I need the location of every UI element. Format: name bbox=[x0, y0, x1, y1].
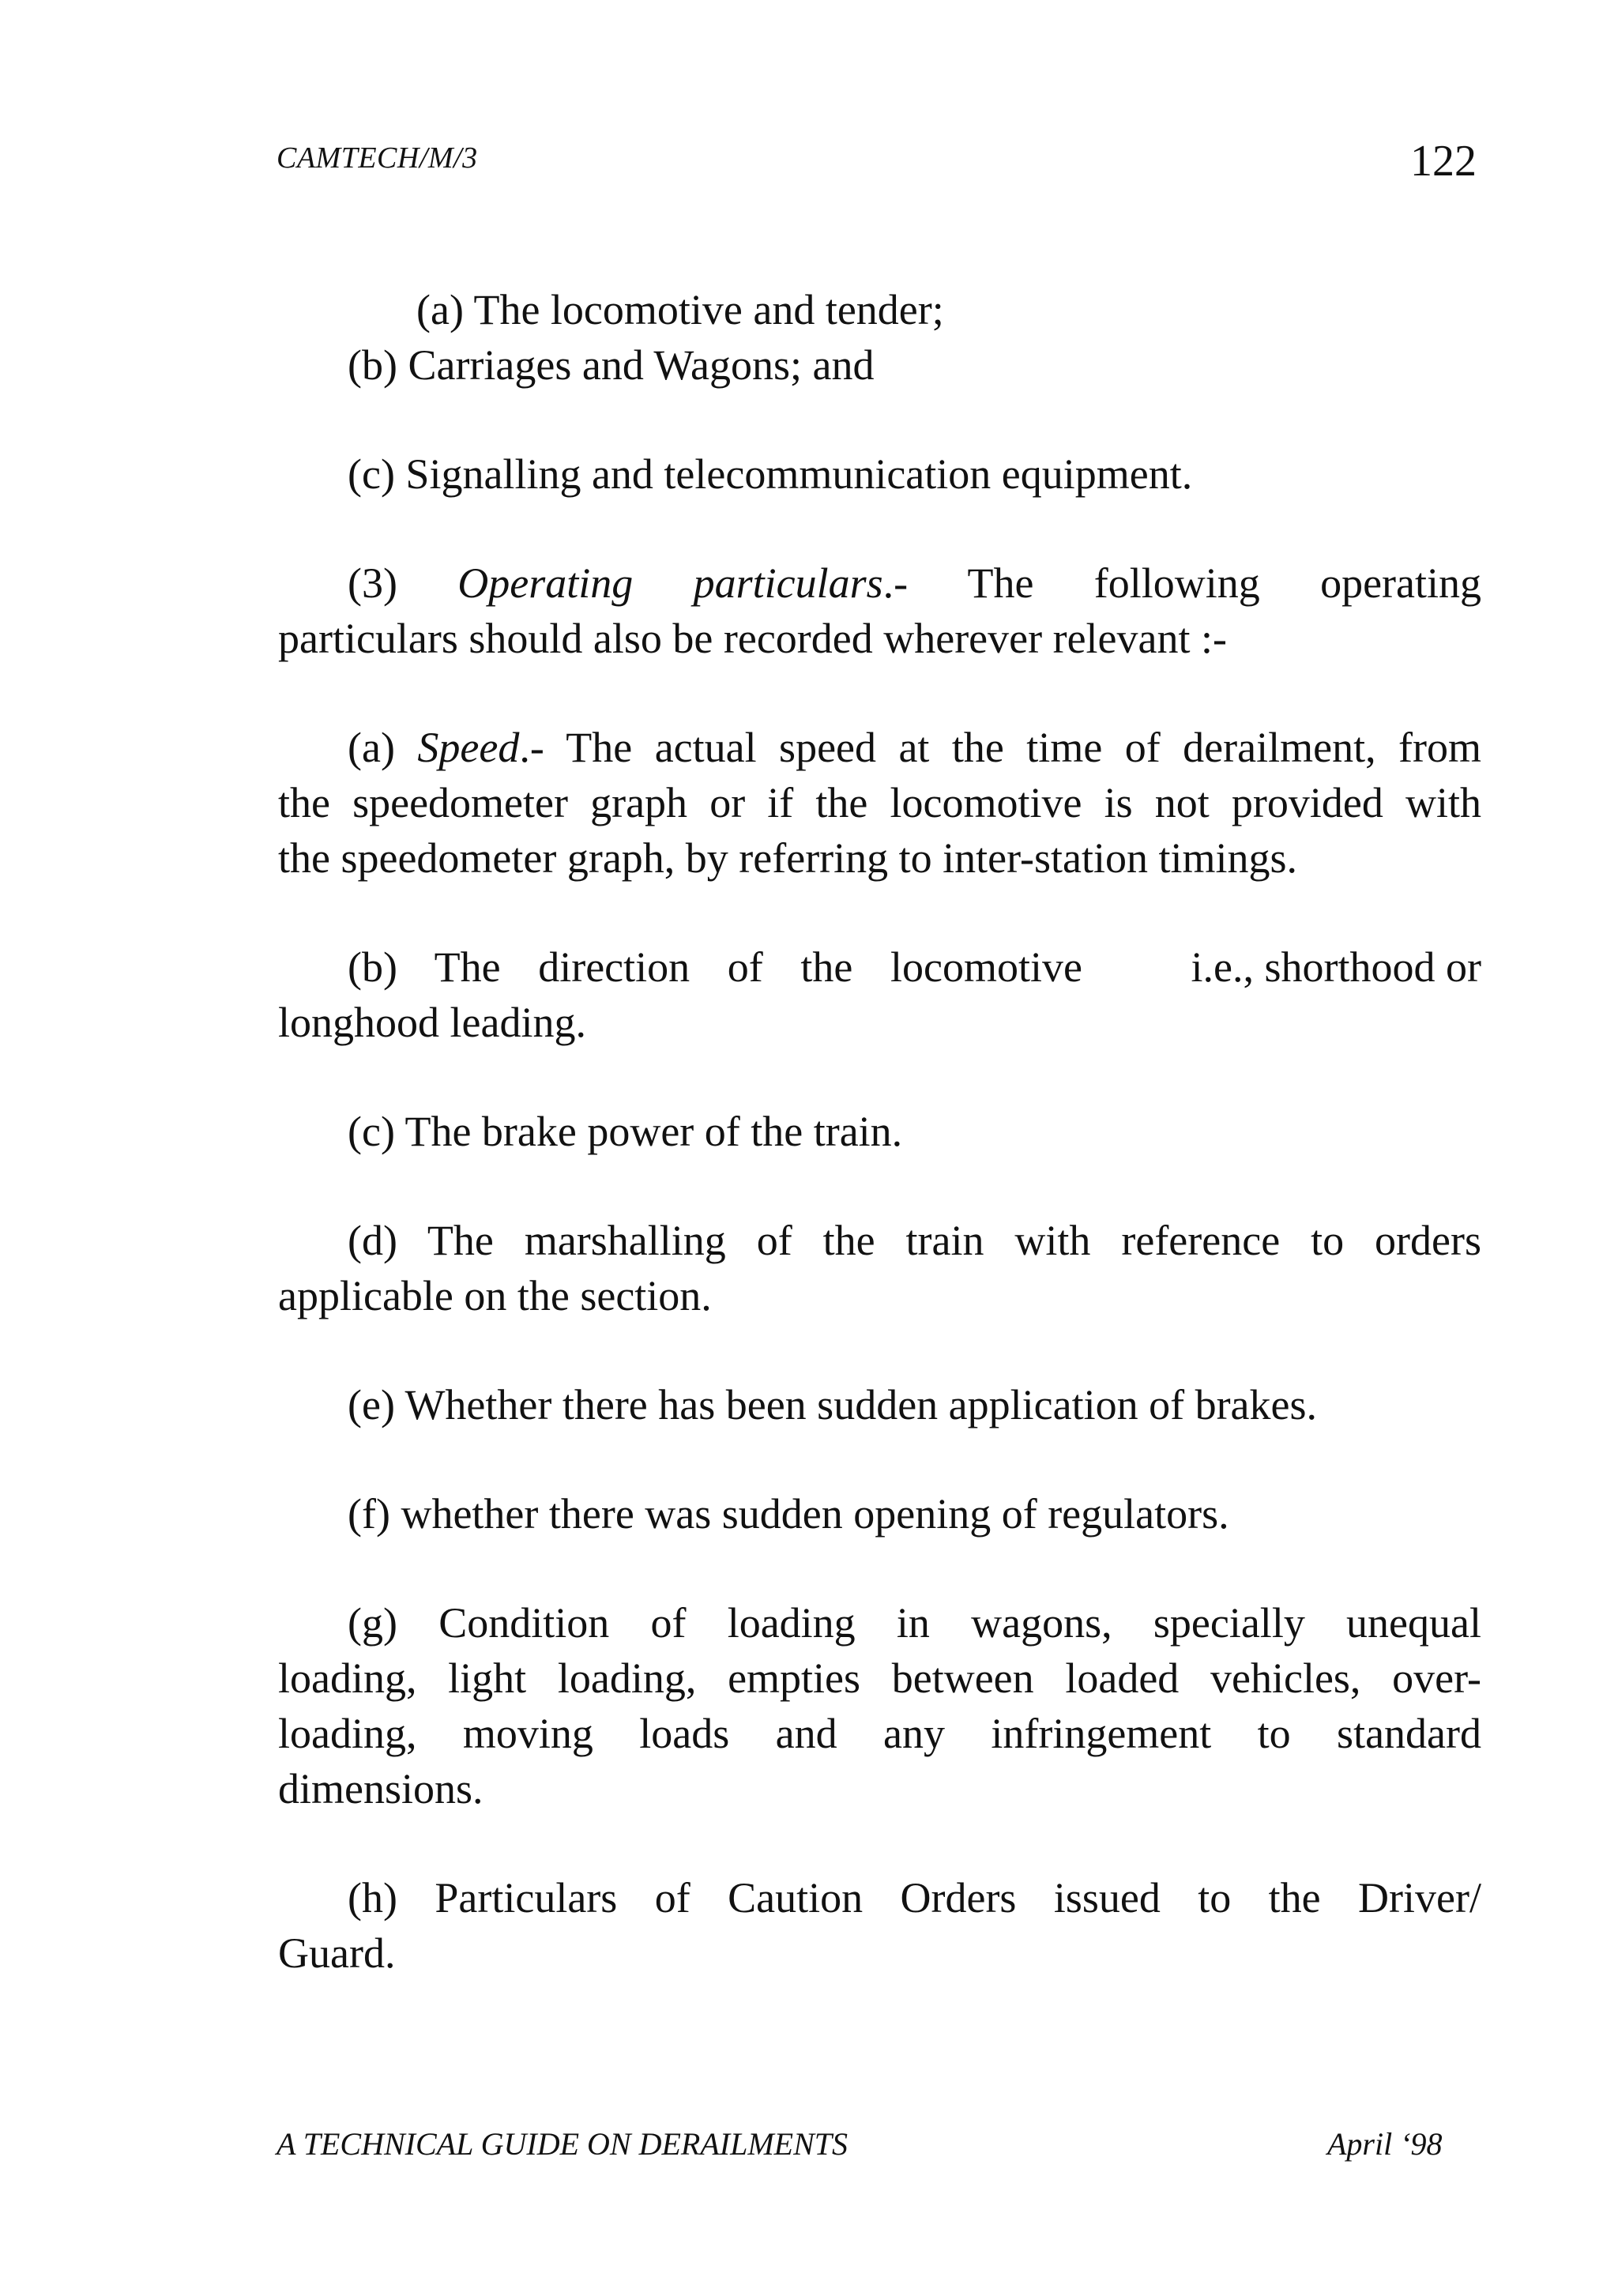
operating-particulars-heading bbox=[348, 555, 1481, 611]
speed-line2: the speedometer graph or if the locomotive is not provided with bbox=[278, 779, 1481, 826]
loading-line2: loading, light loading, empties between loaded vehicles, over- bbox=[278, 1654, 1481, 1702]
operating-line1-rest: .- The following operating bbox=[882, 559, 1481, 607]
marshalling-line2: applicable on the section. bbox=[278, 1272, 712, 1319]
direction-left: (b) The direction of the locomotive bbox=[348, 943, 1082, 991]
speed-prefix: (a) bbox=[348, 724, 418, 771]
item-c-signalling: (c) Signalling and telecommunication equipment. bbox=[348, 450, 1193, 498]
item-a-locomotive: (a) The locomotive and tender; bbox=[416, 286, 944, 333]
direction-right: i.e., shorthood or bbox=[1191, 943, 1481, 991]
marshalling-line1: (d) The marshalling of the train with reference to orders bbox=[348, 1217, 1481, 1264]
speed-line1-rest: .- The actual speed at the time of derailment, from bbox=[519, 724, 1481, 771]
operating-prefix: (3) bbox=[348, 559, 397, 607]
loading-line3: loading, moving loads and any infringement to standard bbox=[278, 1710, 1481, 1757]
footer-date: April ‘98 bbox=[1327, 2126, 1443, 2162]
item-b-carriages: (b) Carriages and Wagons; and bbox=[348, 341, 875, 389]
regulators-line: (f) whether there was sudden opening of regulators. bbox=[348, 1490, 1229, 1538]
direction-line2: longhood leading. bbox=[278, 999, 586, 1046]
speed-line1 bbox=[348, 720, 1481, 775]
operating-italic-title: Operating particulars bbox=[457, 559, 883, 607]
operating-line2: particulars should also be recorded wherever relevant :- bbox=[278, 615, 1227, 662]
speed-line3: the speedometer graph, by referring to inter-station timings. bbox=[278, 834, 1298, 882]
caution-line1: (h) Particulars of Caution Orders issued to the Driver/ bbox=[348, 1874, 1481, 1921]
speed-italic-title: Speed bbox=[417, 724, 520, 771]
loading-line1: (g) Condition of loading in wagons, specially unequal bbox=[348, 1599, 1481, 1647]
footer-title: A TECHNICAL GUIDE ON DERAILMENTS bbox=[277, 2126, 849, 2162]
document-code: CAMTECH/M/3 bbox=[277, 141, 478, 175]
direction-line1 bbox=[348, 939, 1481, 995]
sudden-brakes-line: (e) Whether there has been sudden application of brakes. bbox=[348, 1381, 1317, 1428]
brake-power-line: (c) The brake power of the train. bbox=[348, 1108, 903, 1155]
page-number: 122 bbox=[1410, 137, 1477, 186]
caution-line2: Guard. bbox=[278, 1929, 396, 1977]
loading-line4: dimensions. bbox=[278, 1765, 484, 1812]
